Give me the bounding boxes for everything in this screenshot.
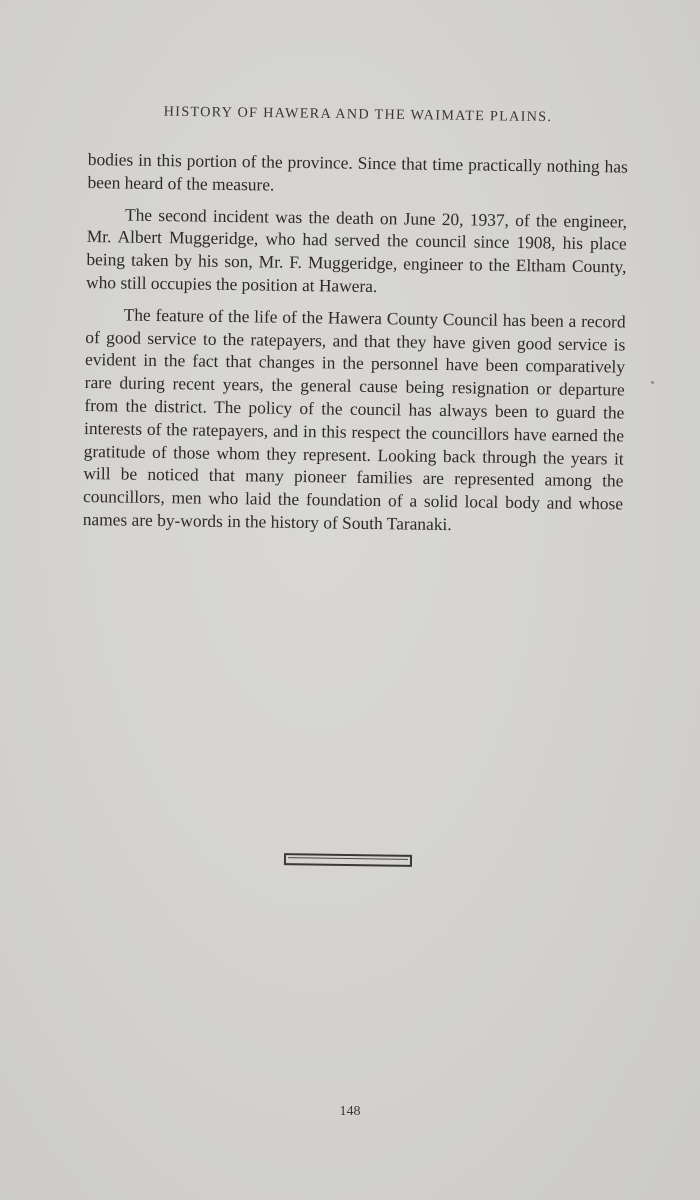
running-header: HISTORY OF HAWERA AND THE WAIMATE PLAINS. bbox=[163, 103, 553, 126]
paragraph-continuation: bodies in this portion of the province. Since that time practically nothing has been heard of the measure. bbox=[87, 148, 628, 195]
paragraph-council-service: The feature of the life of the Hawera County Council has been a record of good service to the ratepayers, and that they have given good service is evident in the fact that changes in the personnel have been comparatively rare during recent years, the general cause being resignation or departure from the district. The policy of the council has always been to guard the interests of the ratepayers, and in this respect the councillors have earned the gratitude of those whom they represent. Looking back through the years it will be noticed that many pioneer families are represented among the councillors, men who laid the foundation of a solid local body and whose names are by-words in the history of South Taranaki. bbox=[82, 304, 626, 535]
end-ornament-rule bbox=[284, 853, 412, 867]
body-text bbox=[83, 148, 628, 547]
end-ornament-inner-line bbox=[288, 857, 408, 863]
paragraph-engineer-death: The second incident was the death on June 20, 1937, of the engineer, Mr. Albert Muggeridge, who had served the council since 1908, his place being taken by his son, Mr. F. Muggeridge, engineer to the Eltham County, who still occupies the position at Hawera. bbox=[85, 204, 628, 297]
page-number: 148 bbox=[339, 1104, 361, 1119]
paper-speck bbox=[651, 381, 654, 384]
